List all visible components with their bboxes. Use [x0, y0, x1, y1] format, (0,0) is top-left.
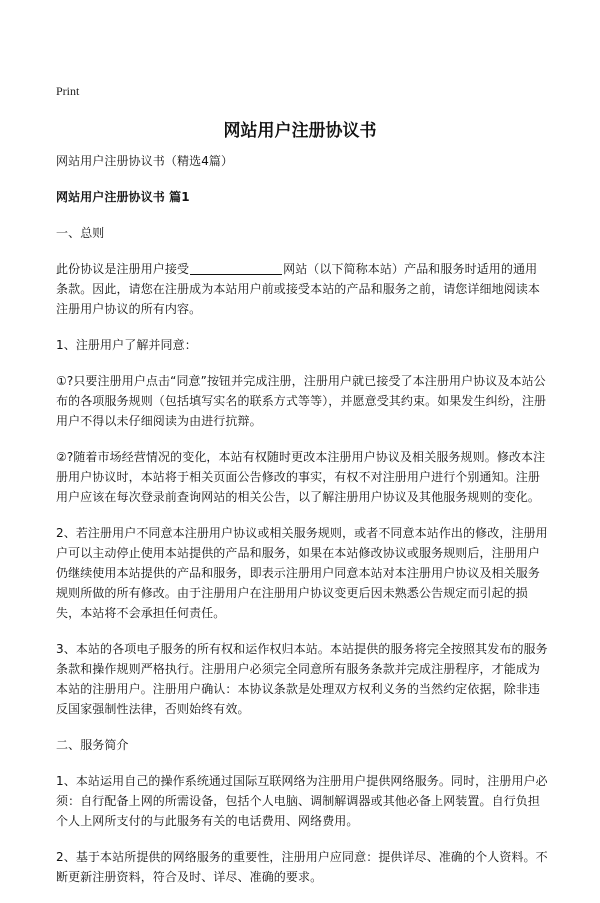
intro-paragraph [56, 259, 548, 319]
document-body [56, 151, 548, 903]
clause1-item1: ①?只要注册用户点击“同意”按钮并完成注册，注册用户就已接受了本注册用户协议及本站公布的各项服务规则（包括填写实名的联系方式等等），并愿意受其约束。如果发生纠纷，注册用户不得以未仔细阅读为由进行抗辩。 [56, 374, 547, 428]
blank-underline [190, 261, 282, 275]
intro-text-end: 网站（以下简称本站）产品和服务时适用的通用条款。因此，请您在注册成为本站用户前或接受本站的产品和服务之前，请您详细地阅读本注册用户协议的所有内容。 [56, 262, 541, 316]
clause1-item2: ②?随着市场经营情况的变化，本站有权随时更改本注册用户协议及相关服务规则。修改本注册用户协议时，本站将于相关页面公告修改的事实，有权不对注册用户进行个别通知。注册用户应该在每次登录前查询网站的相关公告，以了解注册用户协议及其他服务规则的变化。 [56, 450, 546, 504]
heading-service: 二、服务简介 [56, 738, 129, 752]
service2-paragraph: 2、基于本站所提供的网络服务的重要性，注册用户应同意：提供详尽、准确的个人资料。不断更新注册资料，符合及时、详尽、准确的要求。 [56, 850, 548, 884]
service1-paragraph: 1、本站运用自己的操作系统通过国际互联网络为注册用户提供网络服务。同时，注册用户必须：自行配备上网的所需设备，包括个人电脑、调制解调器或其他必备上网装置。自行负担个人上网所支付的与此服务有关的电话费用、网络费用。 [56, 774, 548, 828]
print-label: Print [56, 84, 80, 98]
document-subtitle: 网站用户注册协议书（精选4篇） [56, 154, 234, 168]
heading-general: 一、总则 [56, 226, 105, 240]
intro-text-start: 此份协议是注册用户接受 [56, 262, 190, 276]
section-title: 网站用户注册协议书 篇1 [56, 190, 190, 204]
clause1-heading: 1、注册用户了解并同意： [56, 338, 197, 352]
clause3-paragraph: 3、本站的各项电子服务的所有权和运作权归本站。本站提供的服务将完全按照其发布的服务条款和操作规则严格执行。注册用户必须完全同意所有服务条款并完成注册程序，才能成为本站的注册用户。注册用户确认：本协议条款是处理双方权利义务的当然约定依据，除非违反国家强制性法律，否则始终有效。 [56, 642, 548, 716]
document-title: 网站用户注册协议书 [223, 121, 377, 141]
clause2-paragraph: 2、若注册用户不同意本注册用户协议或相关服务规则，或者不同意本站作出的修改，注册用户可以主动停止使用本站提供的产品和服务，如果在本站修改协议或服务规则后，注册用户仍继续使用本站提供的产品和服务，即表示注册用户同意本站对本注册用户协议及相关服务规则所做的所有修改。由于注册用户在注册用户协议变更后因未熟悉公告规定而引起的损失，本站将不会承担任何责任。 [56, 526, 548, 620]
